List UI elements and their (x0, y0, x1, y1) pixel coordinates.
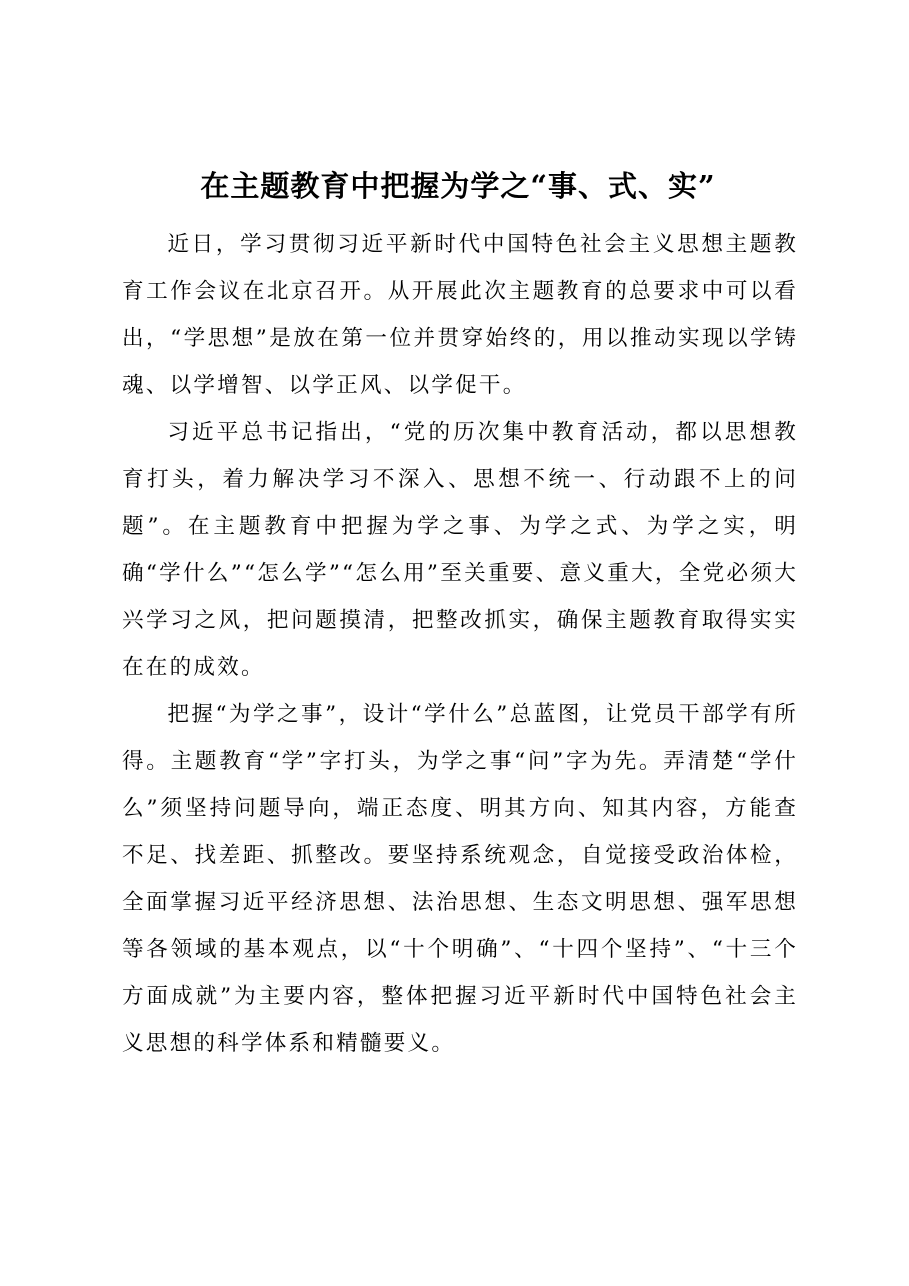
document-body (122, 221, 798, 1067)
paragraph-1: 近日，学习贯彻习近平新时代中国特色社会主义思想主题教育工作会议在北京召开。从开展此次主题教育的总要求中可以看出，“学思想”是放在第一位并贯穿始终的，用以推动实现以学铸魂、以学增智、以学正风、以学促干。 (122, 232, 798, 398)
paragraph-2: 习近平总书记指出，“党的历次集中教育活动，都以思想教育打头，着力解决学习不深入、思想不统一、行动跟不上的问题”。在主题教育中把握为学之事、为学之式、为学之实，明确“学什么”“怎么学”“怎么用”至关重要、意义重大，全党必须大兴学习之风，把问题摸清，把整改抓实，确保主题教育取得实实在在的成效。 (122, 420, 798, 680)
document-title: 在主题教育中把握为学之“事、式、实” (200, 169, 716, 203)
paragraph-3: 把握“为学之事”，设计“学什么”总蓝图，让党员干部学有所得。主题教育“学”字打头，为学之事“问”字为先。弄清楚“学什么”须坚持问题导向，端正态度、明其方向、知其内容，方能查不足、找差距、抓整改。要坚持系统观念，自觉接受政治体检，全面掌握习近平经济思想、法治思想、生态文明思想、强军思想等各领域的基本观点，以“十个明确”、“十四个坚持”、“十三个方面成就”为主要内容，整体把握习近平新时代中国特色社会主义思想的科学体系和精髓要义。 (122, 702, 798, 1056)
